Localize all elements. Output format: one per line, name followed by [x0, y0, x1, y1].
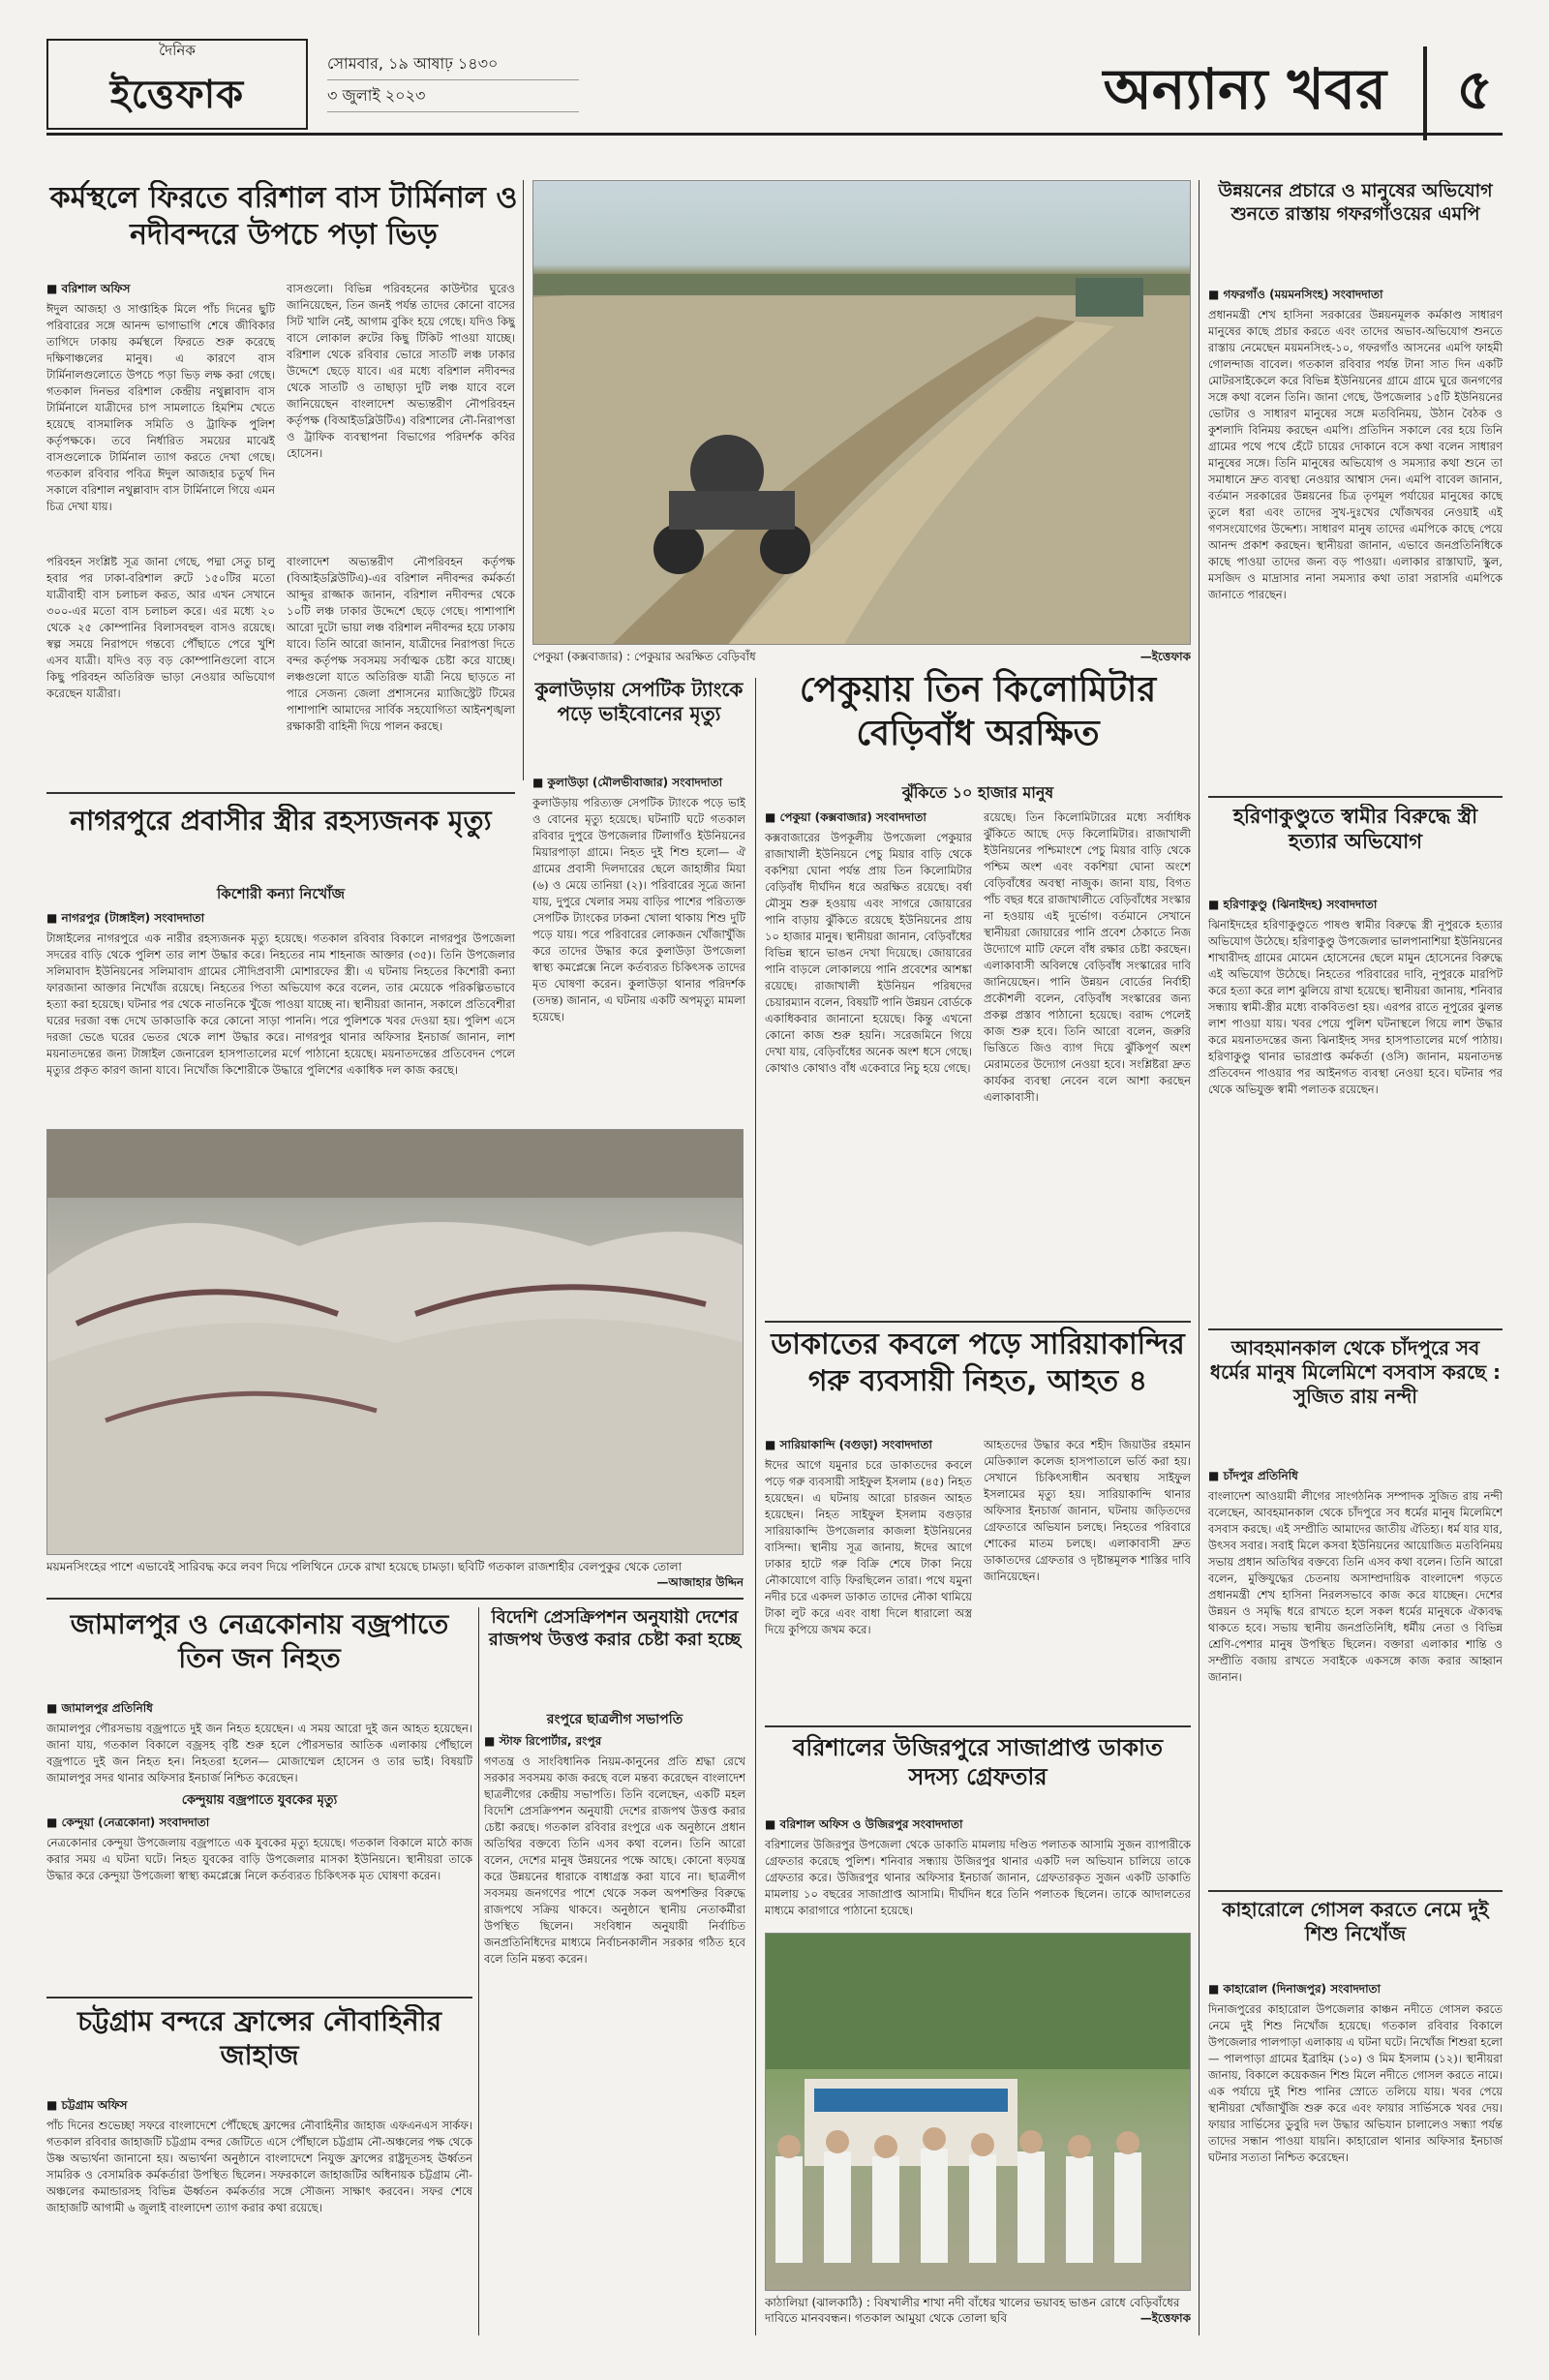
photo3-credit: —ইত্তেফাক — [1139, 2311, 1191, 2325]
section-rule — [765, 1725, 1191, 1727]
barishal-dakat-text: বরিশালের উজিরপুর উপজেলা থেকে ডাকাতি মামলায় দণ্ডিত পলাতক আসামি সুজন ব্যাপারীকে গ্রেফতার করেছে পুলিশ। শনিবার সন্ধ্যায় উজিরপুর থানার একটি দল অভিযান চালিয়ে তাকে গ্রেফতার করে। উজিরপুর থানার অফিসার ইনচার্জ জানান, গ্রেফতারকৃত সুজন একটি ডাকাতি মামলায় ১০ বছরের সাজাপ্রাপ্ত আসামি। দীর্ঘদিন ধরে তিনি পলাতক ছিলেন। তাকে আদালতের মাধ্যমে কারাগারে পাঠানো হয়েছে। — [765, 1838, 1191, 1917]
jamalpur-subhead2: কেন্দুয়ায় বজ্রপাতে যুবকের মৃত্যু — [181, 1793, 338, 1808]
pekua-subhead: ঝুঁকিতে ১০ হাজার মানুষ — [901, 783, 1054, 802]
nagarpur-byline: ■ নাগরপুর (টাঙ্গাইল) সংবাদদাতা — [46, 910, 515, 927]
photo2-caption: ময়মনসিংহের পাশে এভাবেই সারিবদ্ধ করে লবণ দিয়ে পলিথিনে ঢেকে রাখা হয়েছে চামড়া। ছবিটি গতকাল রাজশাহীর বেলপুকুর থেকে তোলা — [46, 1560, 683, 1573]
embankment-photo-image — [533, 181, 1191, 645]
column-rule — [755, 678, 756, 2335]
septic-headline: কুলাউড়ায় সেপটিক ট্যাংকে পড়ে ভাইবোনের মৃত্যু — [534, 678, 744, 725]
jamalpur-text: জামালপুর পৌরসভায় বজ্রপাতে দুই জন নিহত হয়েছেন। এ সময় আরো দুই জন আহত হয়েছেন। জানা যায়, গতকাল বিকালে বজ্রসহ বৃষ্টি শুরু হলে পৌরসভার আতিক এলাকায় পৌঁছালে বজ্রপাতে দুই জন নিহত হন। নিহতরা হলেন— মোজাম্মেল হোসেন ও তার ভাই। বিষয়টি জামালপুর সদর থানার অফিসার ইনচার্জ নিশ্চিত করেছেন। — [46, 1722, 472, 1785]
photo1-caption: পেকুয়া (কক্সবাজার) : পেকুয়ার অরক্ষিত বেড়িবাঁধ — [532, 650, 756, 663]
photo3-caption-row — [765, 2295, 1191, 2334]
chandpur-byline: ■ চাঁদপুর প্রতিনিধি — [1208, 1468, 1503, 1484]
septic-text: কুলাউড়ায় পরিত্যক্ত সেপটিক ট্যাংকে পড়ে ভাই ও বোনের মৃত্যু হয়েছে। ঘটনাটি ঘটে গতকাল রবিবার দুপুরে উপজেলার টিলাগাঁও ইউনিয়নের মিয়ারপাড়া গ্রামে। নিহত দুই শিশু হলো— ঐ গ্রামের প্রবাসী দিলদারের ছেলে জাহাঙ্গীর মিয়া (৬) ও মেয়ে তানিয়া (২)। পরিবারের সূত্রে জানা যায়, দুপুরে খেলার সময় বাড়ির পাশের পরিত্যক্ত সেপটিক ট্যাংকের ঢাকনা খোলা থাকায় শিশু দুটি পড়ে যায়। পরে পরিবারের লোকজন খোঁজাখুঁজি করে তাদের উদ্ধার করে কুলাউড়া উপজেলা স্বাস্থ্য কমপ্লেক্সে নিলে কর্তব্যরত চিকিৎসক তাদের মৃত ঘোষণা করেন। কুলাউড়া থানার পরিদর্শক (তদন্ত) জানান, এ ঘটনায় একটি অপমৃত্যু মামলা হয়েছে। — [532, 796, 745, 1023]
septic-byline: ■ কুলাউড়া (মৌলভীবাজার) সংবাদদাতা — [532, 775, 745, 791]
prescription-body — [484, 1733, 745, 2334]
pekua-text-2: রয়েছে। তিন কিলোমিটারের মধ্যে সর্বাধিক ঝুঁকিতে আছে দেড় কিলোমিটার। রাজাখালী ইউনিয়নের পশ্চিমাংশে পেচু মিয়ার বাড়ি থেকে পশ্চিম অংশ এবং বকশিয়া ঘোনা অংশে বেড়িবাঁধের অবস্থা নাজুক। জানা যায়, বিগত পাঁচ বছর ধরে রাজাখালীতে বেড়িবাঁধের সংস্কার না হওয়ায় এই দুর্ভোগ। বর্তমানে সেখানে স্থানীয়রা জোয়ারের পানি প্রবেশ ঠেকাতে নিজ উদ্যোগে মাটি ফেলে বাঁধ রক্ষার চেষ্টা করছেন। এলাকাবাসী অবিলম্বে বেড়িবাঁধ সংস্কারের দাবি জানিয়েছেন। পানি উন্নয়ন বোর্ডের নির্বাহী প্রকৌশলী বলেন, বেড়িবাঁধ সংস্কারের জন্য প্রকল্প প্রস্তাব পাঠানো হয়েছে। বরাদ্দ পেলেই কাজ শুরু হবে। তিনি আরো বলেন, জরুরি ভিত্তিতে জিও ব্যাগ দিয়ে ঝুঁকিপূর্ণ অংশ মেরামতের উদ্যোগ নেওয়া হবে। সংশ্লিষ্টরা দ্রুত কার্যকর ব্যবস্থা নেবেন বলে আশা করছেন এলাকাবাসী। — [984, 810, 1191, 1104]
pekua-text-1: কক্সবাজারের উপকূলীয় উপজেলা পেকুয়ার রাজাখালী ইউনিয়নে পেচু মিয়ার বাড়ি থেকে বকশিয়া ঘোনা পর্যন্ত প্রায় তিন কিলোমিটার বেড়িবাঁধ দীর্ঘদিন ধরে অরক্ষিত রয়েছে। বর্ষা মৌসুম শুরু হওয়ায় এবং সাগরে জোয়ারের পানি বাড়ায় ঝুঁকিতে রয়েছে ইউনিয়নের প্রায় ১০ হাজার মানুষ। স্থানীয়রা জানান, বেড়িবাঁধের বিভিন্ন স্থানে ভাঙন দেখা দিয়েছে। জোয়ারের পানি বাড়লে লোকালয়ে পানি প্রবেশের আশঙ্কা রয়েছে। রাজাখালী ইউনিয়ন পরিষদের চেয়ারম্যান বলেন, বিষয়টি পানি উন্নয়ন বোর্ডকে একাধিকবার জানানো হয়েছে। কিন্তু এখনো কোনো কাজ শুরু হয়নি। সরেজমিনে গিয়ে দেখা যায়, বেড়িবাঁধের অনেক অংশ ধসে গেছে। কোথাও কোথাও বাঁধ একেবারে নিচু হয়ে গেছে। — [765, 831, 972, 1075]
navy-text: পাঁচ দিনের শুভেচ্ছা সফরে বাংলাদেশে পৌঁছেছে ফ্রান্সের নৌবাহিনীর জাহাজ এফএনএস সার্কফ। গতকাল রবিবার জাহাজটি চট্টগ্রাম বন্দর জেটিতে এসে পৌঁছালে চট্টগ্রাম নৌ-অঞ্চলের পক্ষ থেকে উষ্ণ অভ্যর্থনা জানানো হয়। অভ্যর্থনা অনুষ্ঠানে বাংলাদেশে নিযুক্ত ফ্রান্সের রাষ্ট্রদূতসহ ঊর্ধ্বতন সামরিক ও বেসামরিক কর্মকর্তারা উপস্থিত ছিলেন। সফরকালে জাহাজটির অধিনায়ক চট্টগ্রাম নৌ-অঞ্চলের কমান্ডারসহ বিভিন্ন ঊর্ধ্বতন কর্মকর্তার সঙ্গে সৌজন্য সাক্ষাৎ করবেন। সফর শেষে জাহাজটি আগামী ৬ জুলাই বাংলাদেশ ত্যাগ করার কথা রয়েছে। — [46, 2119, 472, 2214]
logo-name: ইত্তেফাক — [109, 73, 245, 117]
prescription-text: গণতন্ত্র ও সাংবিধানিক নিয়ম-কানুনের প্রতি শ্রদ্ধা রেখে সরকার সবসময় কাজ করছে বলে মন্তব্য করেছেন বাংলাদেশ ছাত্রলীগের কেন্দ্রীয় সভাপতি। তিনি বলেছেন, একটি মহল বিদেশি প্রেসক্রিপশন অনুযায়ী দেশের রাজপথ উত্তপ্ত করার চেষ্টা করছে। গতকাল রবিবার রংপুরে এক অনুষ্ঠানে প্রধান অতিথির বক্তব্যে তিনি এসব কথা বলেন। তিনি আরো বলেন, দেশের মানুষ উন্নয়নের পক্ষে আছে। কোনো ষড়যন্ত্র করে উন্নয়নের ধারাকে বাধাগ্রস্ত করা যাবে না। ছাত্রলীগ সবসময় জনগণের পাশে থেকে সকল অপশক্তির বিরুদ্ধে রাজপথে সক্রিয় থাকবে। অনুষ্ঠানে স্থানীয় নেতাকর্মীরা উপস্থিত ছিলেন। সংবিধান অনুযায়ী নির্বাচিত জনপ্রতিনিধিদের মাধ্যমে নির্বাচনকালীন সরকার গঠিত হবে বলে তিনি মন্তব্য করেন। — [484, 1754, 745, 1966]
jamalpur-headline: জামালপুর ও নেত্রকোনায় বজ্রপাতে তিন জন নিহত — [70, 1608, 449, 1674]
human-chain-photo — [765, 1933, 1191, 2291]
prescription-byline: ■ স্টাফ রিপোর্টার, রংপুর — [484, 1733, 745, 1750]
dakat-text-2: আহতদের উদ্ধার করে শহীদ জিয়াউর রহমান মেডিক্যাল কলেজ হাসপাতালে ভর্তি করা হয়। সেখানে চিকিৎসাধীন অবস্থায় সাইফুল ইসলামের মৃত্যু হয়। সারিয়াকান্দি থানার অফিসার ইনচার্জ জানান, ঘটনায় জড়িতদের গ্রেফতারে অভিযান চলছে। নিহতের পরিবারে শোকের মাতম চলছে। এলাকাবাসী দ্রুত ডাকাতদের গ্রেফতার ও দৃষ্টান্তমূলক শাস্তির দাবি জানিয়েছেন। — [984, 1438, 1191, 1583]
column-rule — [1199, 180, 1200, 2335]
photo2-caption-row — [46, 1559, 744, 1590]
kaharol-byline: ■ কাহারোল (দিনাজপুর) সংবাদদাতা — [1208, 1981, 1503, 1998]
kaharol-text: দিনাজপুরের কাহারোল উপজেলার কাঞ্চন নদীতে গোসল করতে নেমে দুই শিশু নিখোঁজ হয়েছে। গতকাল রবিবার বিকালে উপজেলার পালপাড়া এলাকায় এ ঘটনা ঘটে। নিখোঁজ শিশুরা হলো— পালপাড়া গ্রামের ইব্রাহিম (১০) ও মিম ইসলাম (১২)। স্থানীয়রা জানায়, বিকালে কয়েকজন শিশু মিলে নদীতে গোসল করতে নামে। এক পর্যায়ে দুই শিশু পানির স্রোতে তলিয়ে যায়। খবর পেয়ে স্থানীয়রা খোঁজাখুঁজি শুরু করে এবং ফায়ার সার্ভিসকে খবর দেয়। ফায়ার সার্ভিসের ডুবুরি দল উদ্ধার অভিযান চালালেও সন্ধ্যা পর্যন্ত তাদের সন্ধান পাওয়া যায়নি। কাহারোল থানার অফিসার ইনচার্জ ঘটনার সত্যতা নিশ্চিত করেছেন। — [1208, 2002, 1503, 2164]
pekua-byline: ■ পেকুয়া (কক্সবাজার) সংবাদদাতা — [765, 809, 972, 826]
photo3-caption: কাঠালিয়া (ঝালকাঠি) : বিষখালীর শাখা নদী বাঁধের খালের ভয়াবহ ভাঙন রোধে বেড়িবাঁধের দাবিতে মানববন্ধন। গতকাল আমুয়া থেকে তোলা ছবি — [765, 2296, 1180, 2325]
navy-headline: চট্টগ্রাম বন্দরে ফ্রান্সের নৌবাহিনীর জাহাজ — [76, 2005, 442, 2071]
hides-photo — [46, 1129, 744, 1555]
barishal-dakat-byline: ■ বরিশাল অফিস ও উজিরপুর সংবাদদাতা — [765, 1816, 1191, 1833]
harinakundu-text: ঝিনাইদহের হরিণাকুণ্ডুতে পাষণ্ড স্বামীর বিরুদ্ধে স্ত্রী নূপুরকে হত্যার অভিযোগ উঠেছে। হরিণাকুণ্ডু উপজেলার ভালপানাশিয়া ইউনিয়নের শাখারীদহ গ্রামের মোমেন হোসেনের ছেলে মামুন হোসেনের বিরুদ্ধে এই অভিযোগ উঠেছে। নিহতের পরিবারের দাবি, নূপুরকে মারপিট করে হত্যা করে লাশ ঝুলিয়ে রাখা হয়েছে। স্থানীয়রা জানায়, শনিবার সন্ধ্যায় স্বামী-স্ত্রীর মধ্যে বাকবিতণ্ডা হয়। এরপর রাতে নূপুরের ঝুলন্ত লাশ পাওয়া যায়। খবর পেয়ে পুলিশ ঘটনাস্থলে গিয়ে লাশ উদ্ধার করে ময়নাতদন্তের জন্য ঝিনাইদহ সদর হাসপাতালের মর্গে পাঠায়। হরিণাকুণ্ডু থানার ভারপ্রাপ্ত কর্মকর্তা (ওসি) জানান, ময়নাতদন্ত প্রতিবেদন পাওয়ার পর আইনগত ব্যবস্থা নেওয়া হবে। ঘটনার পর থেকে অভিযুক্ত স্বামী পলাতক রয়েছেন। — [1208, 918, 1503, 1096]
nagarpur-text: টাঙ্গাইলের নাগরপুরে এক নারীর রহস্যজনক মৃত্যু হয়েছে। গতকাল রবিবার বিকালে নাগরপুর উপজেলা সদরের বাড়ি থেকে পুলিশ তার লাশ উদ্ধার করে। নিহতের নাম শাহনাজ আক্তার (৩৫)। তিনি উপজেলার সলিমাবাদ ইউনিয়নের সলিমাবাদ গ্রামের সৌদিপ্রবাসী মোশারফের স্ত্রী। এ ঘটনায় নিহতের কিশোরী কন্যা ফারজানা আক্তার নিখোঁজ রয়েছে। নিহতের পিতা অভিযোগ করে বলেন, তার মেয়েকে পরিকল্পিতভাবে হত্যা করা হয়েছে। ঘটনার পর থেকে নাতনিকে খুঁজে পাওয়া যাচ্ছে না। স্থানীয়রা জানান, সকালে প্রতিবেশীরা ঘরের দরজা বন্ধ দেখে ডাকাডাকি করে কোনো সাড়া পাননি। পরে পুলিশকে খবর দেওয়া হয়। পুলিশ এসে দরজা ভেঙে ঘরের ভেতর থেকে লাশ উদ্ধার করে। নাগরপুর থানার অফিসার ইনচার্জ জানান, লাশ ময়নাতদন্তের জন্য টাঙ্গাইল জেনারেল হাসপাতালের মর্গে পাঠানো হয়েছে। ময়নাতদন্তের প্রতিবেদন পেলে মৃত্যুর প্রকৃত কারণ জানা যাবে। নিখোঁজ কিশোরীকে উদ্ধারে পুলিশের একাধিক দল কাজ করছে। — [46, 931, 515, 1077]
dakat-col1 — [765, 1437, 972, 1718]
dakat-text-1: ঈদের আগে যমুনার চরে ডাকাতদের কবলে পড়ে গরু ব্যবসায়ী সাইফুল ইসলাম (৪৫) নিহত হয়েছেন। এ ঘটনায় আরো চারজন আহত হয়েছেন। নিহত সাইফুল ইসলাম বগুড়ার সারিয়াকান্দি উপজেলার কাজলা ইউনিয়নের বাসিন্দা। স্থানীয় সূত্র জানায়, ঈদের আগে ঢাকার হাটে গরু বিক্রি শেষে টাকা নিয়ে নৌকাযোগে বাড়ি ফিরছিলেন তারা। পথে যমুনা নদীর চরে একদল ডাকাত তাদের নৌকা থামিয়ে টাকা লুট করে এবং বাধা দিলে ধারালো অস্ত্র দিয়ে কুপিয়ে জখম করে। — [765, 1458, 972, 1636]
jamalpur-body — [46, 1700, 472, 1991]
nagarpur-headline: নাগরপুরে প্রবাসীর স্ত্রীর রহস্যজনক মৃত্যু — [70, 805, 492, 837]
jamalpur-byline2: ■ কেন্দুয়া (নেত্রকোনা) সংবাদদাতা — [46, 1815, 472, 1831]
column-rule — [478, 1607, 479, 2335]
section-rule — [1208, 1328, 1503, 1330]
section-rule — [46, 1997, 472, 1999]
harinakundu-headline: হরিণাকুণ্ডুতে স্বামীর বিরুদ্ধে স্ত্রী হত্যার অভিযোগ — [1232, 805, 1478, 854]
nagarpur-subhead: কিশোরী কন্যা নিখোঁজ — [216, 885, 346, 902]
barishal-dakat-body — [765, 1816, 1191, 1923]
section-title: অন্যান্য খবর — [1103, 56, 1386, 122]
hides-photo-image — [47, 1130, 744, 1555]
logo-prefix: দৈনিক — [159, 42, 196, 59]
jamalpur-byline: ■ জামালপুর প্রতিনিধি — [46, 1700, 472, 1717]
navy-byline: ■ চট্টগ্রাম অফিস — [46, 2097, 472, 2114]
photo2-credit: —আজাহার উদ্দিন — [656, 1575, 744, 1589]
human-chain-photo-image — [766, 1934, 1191, 2291]
column-rule — [523, 180, 524, 780]
embankment-photo — [532, 180, 1191, 645]
pekua-col1 — [765, 809, 972, 1313]
nagarpur-body — [46, 910, 515, 1114]
story1-col3 — [287, 281, 515, 552]
dakat-byline: ■ সারিয়াকান্দি (বগুড়া) সংবাদদাতা — [765, 1437, 972, 1453]
barishal-dakat-headline: বরিশালের উজিরপুরে সাজাপ্রাপ্ত ডাকাত সদস্য গ্রেফতার — [793, 1734, 1163, 1790]
story1-byline: ■ বরিশাল অফিস — [46, 281, 275, 297]
pekua-headline: পেকুয়ায় তিন কিলোমিটার বেড়িবাঁধ অরক্ষিত — [799, 670, 1157, 753]
issue-date — [327, 48, 579, 112]
story1-text-2: পরিবহন সংশ্লিষ্ট সূত্র জানা গেছে, পদ্মা সেতু চালু হবার পর ঢাকা-বরিশাল রুটে ১৫০টির মতো যাত্রীবাহী বাস চলাচল করত, আর এখন সেখানে ৩০০-এর মতো বাস চলাচল করে। এর মধ্যে ২০ থেকে ২৫ কোম্পানির বিলাসবহুল বাসও রয়েছে। স্বল্প সময়ে নিরাপদে গন্তব্যে পৌঁছাতে পেরে খুশি এসব যাত্রী। যদিও বড় বড় কোম্পানিগুলো বাসে কিছু পরিবহন অতিরিক্ত ভাড়া নেওয়ার অভিযোগ করেছেন যাত্রীরা। — [46, 555, 275, 700]
section-rule — [1208, 1890, 1503, 1892]
jamalpur-text2: নেত্রকোনার কেন্দুয়া উপজেলায় বজ্রপাতে এক যুবকের মৃত্যু হয়েছে। গতকাল বিকালে মাঠে কাজ করার সময় এ ঘটনা ঘটে। নিহত যুবকের বাড়ি উপজেলার মাসকা ইউনিয়নে। স্থানীয়রা তাকে উদ্ধার করে কেন্দুয়া উপজেলা স্বাস্থ্য কমপ্লেক্সে নিলে কর্তব্যরত চিকিৎসক মৃত ঘোষণা করেন। — [46, 1836, 472, 1882]
story1-text-3: বাসগুলো। বিভিন্ন পরিবহনের কাউন্টার ঘুরেও জানিয়েছেন, তিন জনই পর্যন্ত তাদের কোনো বাসের সিট খালি নেই, আগাম বুকিং হয়ে গেছে। যদিও কিছু বাসে লোকাল রুটের কিছু টিকিট পাওয়া যাচ্ছে। বরিশাল থেকে রবিবার ভোরে সাতটি লঞ্চ ঢাকার উদ্দেশে ছেড়ে যাবে। এর মধ্যে বরিশাল নদীবন্দর থেকে সাতটি ও তাছাড়া দুটি লঞ্চ যাবে বলে জানিয়েছেন বাংলাদেশ অভ্যন্তরীণ নৌপরিবহন কর্তৃপক্ষ (বিআইডব্লিউটিএ) বরিশালের নৌ-নিরাপত্তা ও ট্রাফিক ব্যবস্থাপনা বিভাগের পরিদর্শক কবির হোসেন। — [287, 282, 515, 460]
dakat-col2 — [984, 1437, 1191, 1718]
navy-body — [46, 2097, 472, 2335]
story1-col2 — [46, 554, 275, 777]
chandpur-body — [1208, 1468, 1503, 1884]
page-number: ৫ — [1423, 46, 1493, 140]
story1-text-1: ঈদুল আজহা ও সাপ্তাহিক মিলে পাঁচ দিনের ছুটি পরিবারের সঙ্গে আনন্দ ভাগাভাগি শেষে জীবিকার তাগিদে ঢাকায় কর্মস্থলে ফিরতে শুরু করেছে দক্ষিণাঞ্চলের মানুষ। এ কারণে বাস টার্মিনালগুলোতে উপচে পড়া ভিড় লক্ষ করা গেছে। গতকাল দিনভর বরিশাল কেন্দ্রীয় নথুল্লাবাদ বাস টার্মিনালে যাত্রীদের চাপ সামলাতে হিমশিম খেতে হয়েছে বাসমালিক সমিতি ও ট্রাফিক পুলিশ কর্তৃপক্ষকে। তবে নির্ধারিত সময়ের মাঝেই বাসগুলোকে টার্মিনাল ত্যাগ করতে দেখা গেছে। গতকাল রবিবার পবিত্র ঈদুল আজহার চতুর্থ দিন সকালে বরিশাল নথুল্লাবাদ বাস টার্মিনালে গিয়ে এমন চিত্র দেখা যায়। — [46, 302, 275, 513]
masthead — [46, 39, 1503, 136]
section-rule — [46, 1598, 744, 1600]
photo1-credit: —ইত্তেফাক — [1139, 650, 1191, 663]
kaharol-body — [1208, 1981, 1503, 2335]
gafargaon-headline: উন্নয়নের প্রচারে ও মানুষের অভিযোগ শুনতে রাস্তায় গফরগাঁওয়ের এমপি — [1218, 180, 1493, 225]
chandpur-headline: আবহমানকাল থেকে চাঁদপুরে সব ধর্মের মানুষ মিলেমিশে বসবাস করছে : সুজিত রায় নন্দী — [1209, 1336, 1502, 1408]
harinakundu-byline: ■ হরিণাকুণ্ডু (ঝিনাইদহ) সংবাদদাতা — [1208, 897, 1503, 913]
story1-col1 — [46, 281, 275, 552]
pekua-col2 — [984, 809, 1191, 1313]
chandpur-text: বাংলাদেশ আওয়ামী লীগের সাংগঠনিক সম্পাদক সুজিত রায় নন্দী বলেছেন, আবহমানকাল থেকে চাঁদপুরে সব ধর্মের মানুষ মিলেমিশে বসবাস করছে। এই সম্প্রীতি আমাদের জাতীয় ঐতিহ্য। ধর্ম যার যার, উৎসব সবার। সবাই মিলে কসবা ইউনিয়নের আয়োজিত মতবিনিময় সভায় প্রধান অতিথির বক্তব্যে তিনি এসব কথা বলেন। তিনি আরো বলেন, মুক্তিযুদ্ধের চেতনায় অসাম্প্রদায়িক বাংলাদেশ গড়তে প্রধানমন্ত্রী শেখ হাসিনা নিরলসভাবে কাজ করে যাচ্ছেন। দেশের উন্নয়ন ও সমৃদ্ধি ধরে রাখতে হলে সকল ধর্মের মানুষকে ঐক্যবদ্ধ থাকতে হবে। সভায় স্থানীয় জনপ্রতিনিধি, ধর্মীয় নেতা ও বিভিন্ন শ্রেণি-পেশার মানুষ উপস্থিত ছিলেন। বক্তারা এলাকার শান্তি ও সম্প্রীতি বজায় রাখতে সবাইকে একসঙ্গে কাজ করার আহ্বান জানান। — [1208, 1489, 1503, 1684]
date-english: ৩ জুলাই ২০২৩ — [327, 80, 579, 112]
kaharol-headline: কাহারোলে গোসল করতে নেমে দুই শিশু নিখোঁজ — [1222, 1898, 1489, 1945]
photo1-caption-row — [532, 649, 1191, 666]
dakat-headline: ডাকাতের কবলে পড়ে সারিয়াকান্দির গরু ব্যবসায়ী নিহত, আহত ৪ — [771, 1327, 1185, 1398]
story1-text-4: বাংলাদেশ অভ্যন্তরীণ নৌপরিবহন কর্তৃপক্ষ (বিআইডব্লিউটিএ)-এর বরিশাল নদীবন্দর কর্মকর্তা আব্দুর রাজ্জাক জানান, বরিশাল নদীবন্দর থেকে ১০টি লঞ্চ ঢাকার উদ্দেশে ছেড়ে গেছে। পাশাপাশি আরো দুটো ভায়া লঞ্চ বরিশাল নদীবন্দর হয়ে ঢাকায় যাবে। তিনি আরো জানান, যাত্রীদের নিরাপত্তা দিতে বন্দর কর্তৃপক্ষ সবসময় সর্বাত্মক চেষ্টা করে যাচ্ছে। লঞ্চগুলো যাতে অতিরিক্ত যাত্রী নিয়ে ছাড়তে না পারে সেজন্য জেলা প্রশাসনের ম্যাজিস্ট্রেট টিমের পাশাপাশি আমাদের সার্বিক সহযোগিতা আইনশৃঙ্খলা রক্ষাকারী বাহিনী দিয়ে পালন করছে। — [287, 555, 515, 733]
gafargaon-body — [1208, 287, 1503, 790]
story1-headline: কর্মস্থলে ফিরতে বরিশাল বাস টার্মিনাল ও নদীবন্দরে উপচে পড়া ভিড় — [49, 181, 518, 252]
section-rule — [46, 792, 515, 794]
story1-col4 — [287, 554, 515, 777]
septic-body — [532, 775, 745, 1143]
gafargaon-byline: ■ গফরগাঁও (ময়মনসিংহ) সংবাদদাতা — [1208, 287, 1503, 303]
gafargaon-text: প্রধানমন্ত্রী শেখ হাসিনা সরকারের উন্নয়নমূলক কর্মকাণ্ড সাধারণ মানুষের কাছে প্রচার করতে এবং তাদের অভাব-অভিযোগ শুনতে রাস্তায় নেমেছেন ময়মনসিংহ-১০, গফরগাঁও আসনের এমপি ফাহমী গোলন্দাজ বাবেল। গতকাল রবিবার পর্যন্ত টানা সাত দিন একটি মোটরসাইকেলে করে বিভিন্ন ইউনিয়নের গ্রামে গ্রামে ঘুরে জনগণের সঙ্গে কথা বলেন তিনি। জানা গেছে, উপজেলার ১৫টি ইউনিয়নের ভোটার ও সাধারণ মানুষের সঙ্গে মতবিনিময়, উঠান বৈঠক ও কুশলাদি বিনিময় করছেন এমপি। প্রতিদিন সকালে বের হয়ে তিনি গ্রামের পথে পথে হেঁটে চায়ের দোকানে বসে কথা বলেন সাধারণ মানুষের সঙ্গে। তিনি মানুষের অভিযোগ ও সমস্যার কথা শুনে তা সমাধানে দ্রুত ব্যবস্থা নেওয়ার আশ্বাস দেন। এমপি বাবেল জানান, বর্তমান সরকারের উন্নয়নের চিত্র তৃণমূল পর্যায়ের মানুষের কাছে তুলে ধরা এবং তাদের সুখ-দুঃখের খোঁজখবর নেওয়াই এই গণসংযোগের উদ্দেশ্য। সাধারণ মানুষ তাদের এমপিকে কাছে পেয়ে আনন্দ প্রকাশ করছেন। স্থানীয়রা জানান, এভাবে জনপ্রতিনিধিকে কাছে পাওয়া তাদের জন্য বড় পাওয়া। এলাকার রাস্তাঘাট, স্কুল, মসজিদ ও মাদ্রাসার নানা সমস্যার কথা তারা সরাসরি এমপিকে জানাতে পারছেন। — [1208, 308, 1503, 601]
prescription-subhead: রংপুরে ছাত্রলীগ সভাপতি — [546, 1712, 683, 1727]
prescription-headline: বিদেশি প্রেসক্রিপশন অনুযায়ী দেশের রাজপথ উত্তপ্ত করার চেষ্টা করা হচ্ছে — [488, 1607, 742, 1650]
newspaper-logo — [46, 39, 308, 130]
date-bengali: সোমবার, ১৯ আষাঢ় ১৪৩০ — [327, 48, 579, 80]
section-rule — [1208, 796, 1503, 798]
harinakundu-body — [1208, 897, 1503, 1323]
section-rule — [765, 1321, 1191, 1323]
